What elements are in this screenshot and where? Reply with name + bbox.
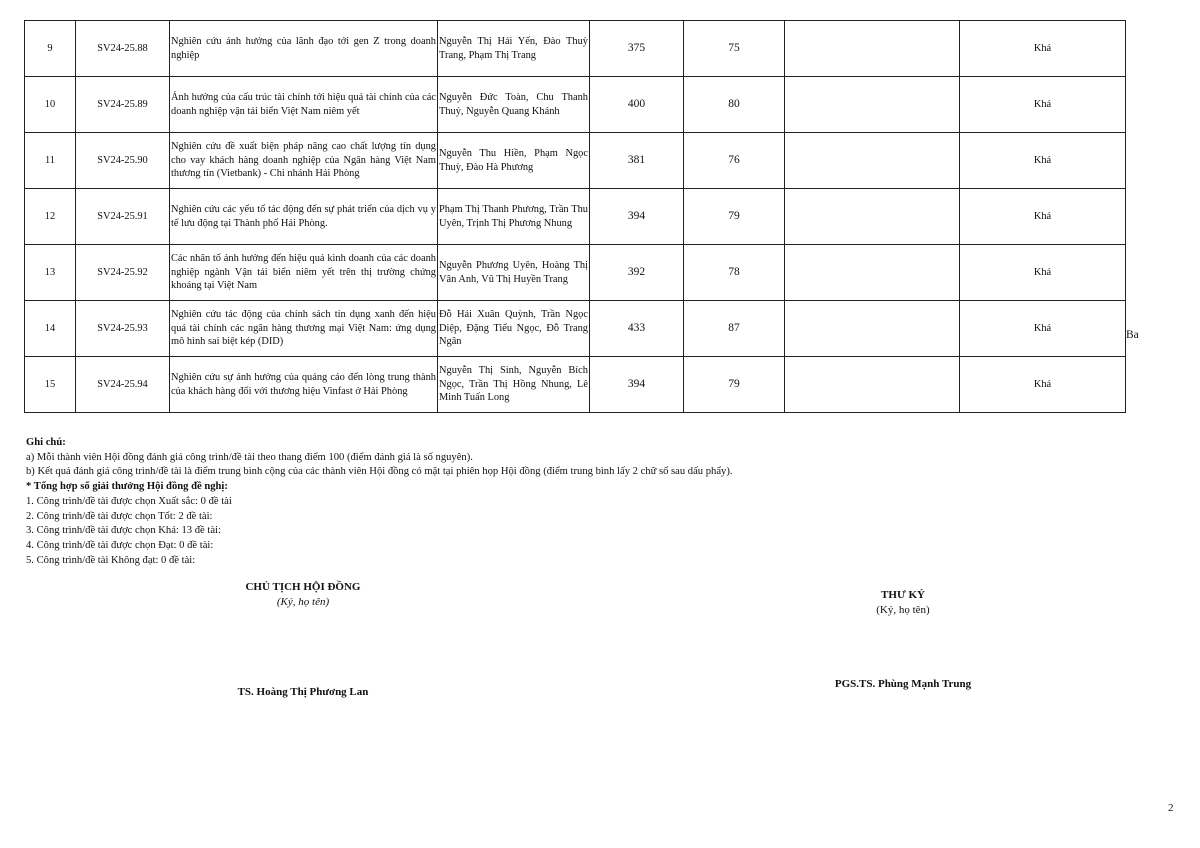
row-number: 15 [25, 357, 76, 413]
average-score: 78 [684, 245, 785, 301]
rank-cell: Khá [960, 245, 1126, 301]
table-row [25, 245, 1126, 301]
row-number: 14 [25, 301, 76, 357]
note-cell [785, 357, 960, 413]
project-code: SV24-25.88 [76, 21, 170, 77]
project-authors: Nguyễn Đức Toàn, Chu Thanh Thuỷ, Nguyễn Quang Khánh [438, 77, 590, 133]
project-title: Nghiên cứu ảnh hưởng của lãnh đạo tới gen Z trong doanh nghiệp [170, 21, 438, 77]
summary-item: 3. Công trình/đề tài được chọn Khá: 13 đề tài: [26, 525, 221, 537]
table-row [25, 189, 1126, 245]
table-row [25, 77, 1126, 133]
average-score: 76 [684, 133, 785, 189]
results-table [24, 20, 1126, 413]
rank-cell: Khá [960, 77, 1126, 133]
secretary-name: PGS.TS. Phùng Mạnh Trung [834, 678, 972, 690]
total-score: 433 [590, 301, 684, 357]
note-cell [785, 77, 960, 133]
note-cell [785, 189, 960, 245]
notes-heading: Ghi chú: [26, 437, 66, 448]
project-code: SV24-25.91 [76, 189, 170, 245]
table-row [25, 357, 1126, 413]
chairman-name: TS. Hoàng Thị Phương Lan [237, 686, 369, 698]
project-code: SV24-25.94 [76, 357, 170, 413]
project-code: SV24-25.89 [76, 77, 170, 133]
project-title: Nghiên cứu tác động của chính sách tín dụng xanh đến hiệu quả tài chính các ngân hàng thương mại Việt Nam: ứng dụng mô hình sai biệt kép (DID) [170, 301, 438, 357]
project-code: SV24-25.90 [76, 133, 170, 189]
secretary-sign-hint: (Ký, họ tên) [876, 604, 930, 616]
rank-cell: Khá [960, 21, 1126, 77]
total-score: 394 [590, 357, 684, 413]
average-score: 75 [684, 21, 785, 77]
row-number: 13 [25, 245, 76, 301]
project-code: SV24-25.93 [76, 301, 170, 357]
note-cell [785, 301, 960, 357]
project-authors: Nguyễn Thị Hải Yến, Đào Thuỳ Trang, Phạm Thị Trang [438, 21, 590, 77]
project-title: Nghiên cứu đề xuất biện pháp nâng cao chất lượng tín dụng cho vay khách hàng doanh nghiệp của Ngân hàng Việt Nam thương tín (Vietbank) - Chi nhánh Hải Phòng [170, 133, 438, 189]
project-code: SV24-25.92 [76, 245, 170, 301]
table-row [25, 133, 1126, 189]
note-cell [785, 245, 960, 301]
summary-heading: * Tổng hợp số giải thưởng Hội đồng đề nghị: [26, 481, 228, 493]
row-number: 9 [25, 21, 76, 77]
summary-item: 4. Công trình/đề tài được chọn Đạt: 0 đề tài: [26, 539, 214, 551]
project-title: Nghiên cứu sự ảnh hưởng của quảng cáo đến lòng trung thành của khách hàng đối với thương hiệu Vinfast ở Hải Phòng [170, 357, 438, 413]
total-score: 381 [590, 133, 684, 189]
project-authors: Phạm Thị Thanh Phương, Trần Thu Uyên, Trịnh Thị Phương Nhung [438, 189, 590, 245]
notes-section [26, 436, 733, 568]
chairman-signature-block [203, 580, 403, 610]
project-title: Các nhân tố ảnh hưởng đến hiệu quả kinh doanh của các doanh nghiệp ngành Vận tải biển niêm yết trên thị trường chứng khoáng tại Việt Nam [170, 245, 438, 301]
secretary-role: THƯ KÝ [881, 589, 925, 601]
row-number: 10 [25, 77, 76, 133]
total-score: 392 [590, 245, 684, 301]
summary-item: 1. Công trình/đề tài được chọn Xuất sắc: 0 đề tài [26, 495, 232, 507]
chairman-role: CHỦ TỊCH HỘI ĐỒNG [245, 581, 361, 593]
table-row [25, 301, 1126, 357]
note-line-a: a) Mỗi thành viên Hội đồng đánh giá công trình/đề tài theo thang điểm 100 (điểm đánh giá là số nguyên). [26, 451, 473, 463]
chairman-sign-hint: (Ký, họ tên) [276, 596, 330, 608]
project-authors: Nguyễn Thị Sinh, Nguyễn Bích Ngọc, Trần Thị Hồng Nhung, Lê Minh Tuấn Long [438, 357, 590, 413]
note-cell [785, 21, 960, 77]
project-title: Nghiên cứu các yếu tố tác động đến sự phát triển của dịch vụ y tế lưu động tại Thành phố Hải Phòng. [170, 189, 438, 245]
summary-item: 5. Công trình/đề tài Không đạt: 0 đề tài: [26, 554, 196, 566]
side-note: Ba [1126, 329, 1139, 341]
total-score: 375 [590, 21, 684, 77]
project-title: Ảnh hưởng của cấu trúc tài chính tới hiệu quả tài chính của các doanh nghiệp vận tải biển Việt Nam niêm yết [170, 77, 438, 133]
row-number: 12 [25, 189, 76, 245]
average-score: 79 [684, 189, 785, 245]
rank-cell: Khá [960, 357, 1126, 413]
rank-cell: Khá [960, 301, 1126, 357]
page-number: 2 [1168, 802, 1174, 814]
secretary-signature-block [803, 588, 1003, 618]
project-authors: Đỗ Hải Xuân Quỳnh, Trần Ngọc Diệp, Đặng Tiểu Ngọc, Đỗ Trang Ngân [438, 301, 590, 357]
average-score: 87 [684, 301, 785, 357]
average-score: 79 [684, 357, 785, 413]
note-line-b: b) Kết quả đánh giá công trình/đề tài là điểm trung bình cộng của các thành viên Hội đồng có mặt tại phiên họp Hội đồng (điểm trung bình lấy 2 chữ số sau dấu phẩy). [26, 466, 733, 478]
table-row [25, 21, 1126, 77]
note-cell [785, 133, 960, 189]
rank-cell: Khá [960, 189, 1126, 245]
summary-item: 2. Công trình/đề tài được chọn Tốt: 2 đề tài: [26, 510, 213, 522]
rank-cell: Khá [960, 133, 1126, 189]
project-authors: Nguyễn Thu Hiền, Phạm Ngọc Thuỳ, Đào Hà Phương [438, 133, 590, 189]
table-body [25, 21, 1126, 413]
project-authors: Nguyễn Phương Uyên, Hoàng Thị Vân Anh, Vũ Thị Huyền Trang [438, 245, 590, 301]
total-score: 400 [590, 77, 684, 133]
total-score: 394 [590, 189, 684, 245]
row-number: 11 [25, 133, 76, 189]
average-score: 80 [684, 77, 785, 133]
